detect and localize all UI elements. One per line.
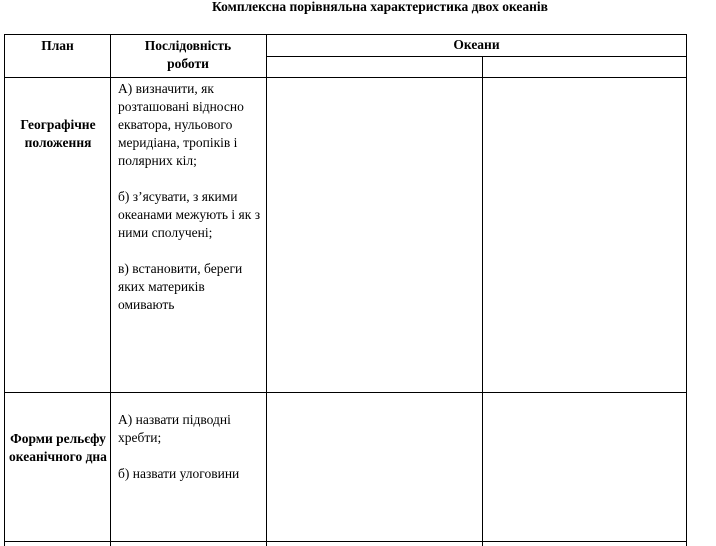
ocean-2-geographic-position-cell[interactable] (483, 78, 686, 392)
ocean-1-header-cell[interactable] (267, 57, 482, 77)
table-border-top (4, 34, 687, 35)
task-item: б) з’ясувати, з якими океанами межують і як з ними сполучені; (118, 189, 261, 240)
table-border-left (4, 34, 5, 546)
row-tasks-ocean-floor-relief (118, 411, 264, 483)
task-item: А) визначити, як розташовані відносно екватора, нульового меридіана, тропіків і полярних кіл; (118, 81, 244, 168)
row-plan-ocean-floor-relief: Форми рельєфу океанічного дна (9, 431, 107, 464)
task-item: б) назвати улоговини (118, 466, 240, 481)
task-item: в) встановити, береги яких материків омивають (118, 261, 243, 312)
ocean-1-ocean-floor-relief-cell[interactable] (267, 393, 482, 541)
ocean-1-geographic-position-cell[interactable] (267, 78, 482, 392)
header-sequence: Послідовність роботи (144, 38, 232, 71)
row-plan-geographic-position: Географічне положення (20, 117, 96, 150)
table-border-right (686, 34, 687, 546)
document-title: Комплексна порівняльна характеристика двох океанів (212, 0, 548, 14)
ocean-2-ocean-floor-relief-cell[interactable] (483, 393, 686, 541)
header-plan: План (41, 38, 74, 53)
column-divider-plan (110, 34, 111, 546)
row-tasks-geographic-position (118, 80, 264, 314)
task-item: А) назвати підводні хребти; (118, 412, 231, 445)
ocean-2-header-cell[interactable] (483, 57, 686, 77)
header-oceans: Океани (453, 37, 500, 52)
table-bottom-line (4, 541, 687, 542)
